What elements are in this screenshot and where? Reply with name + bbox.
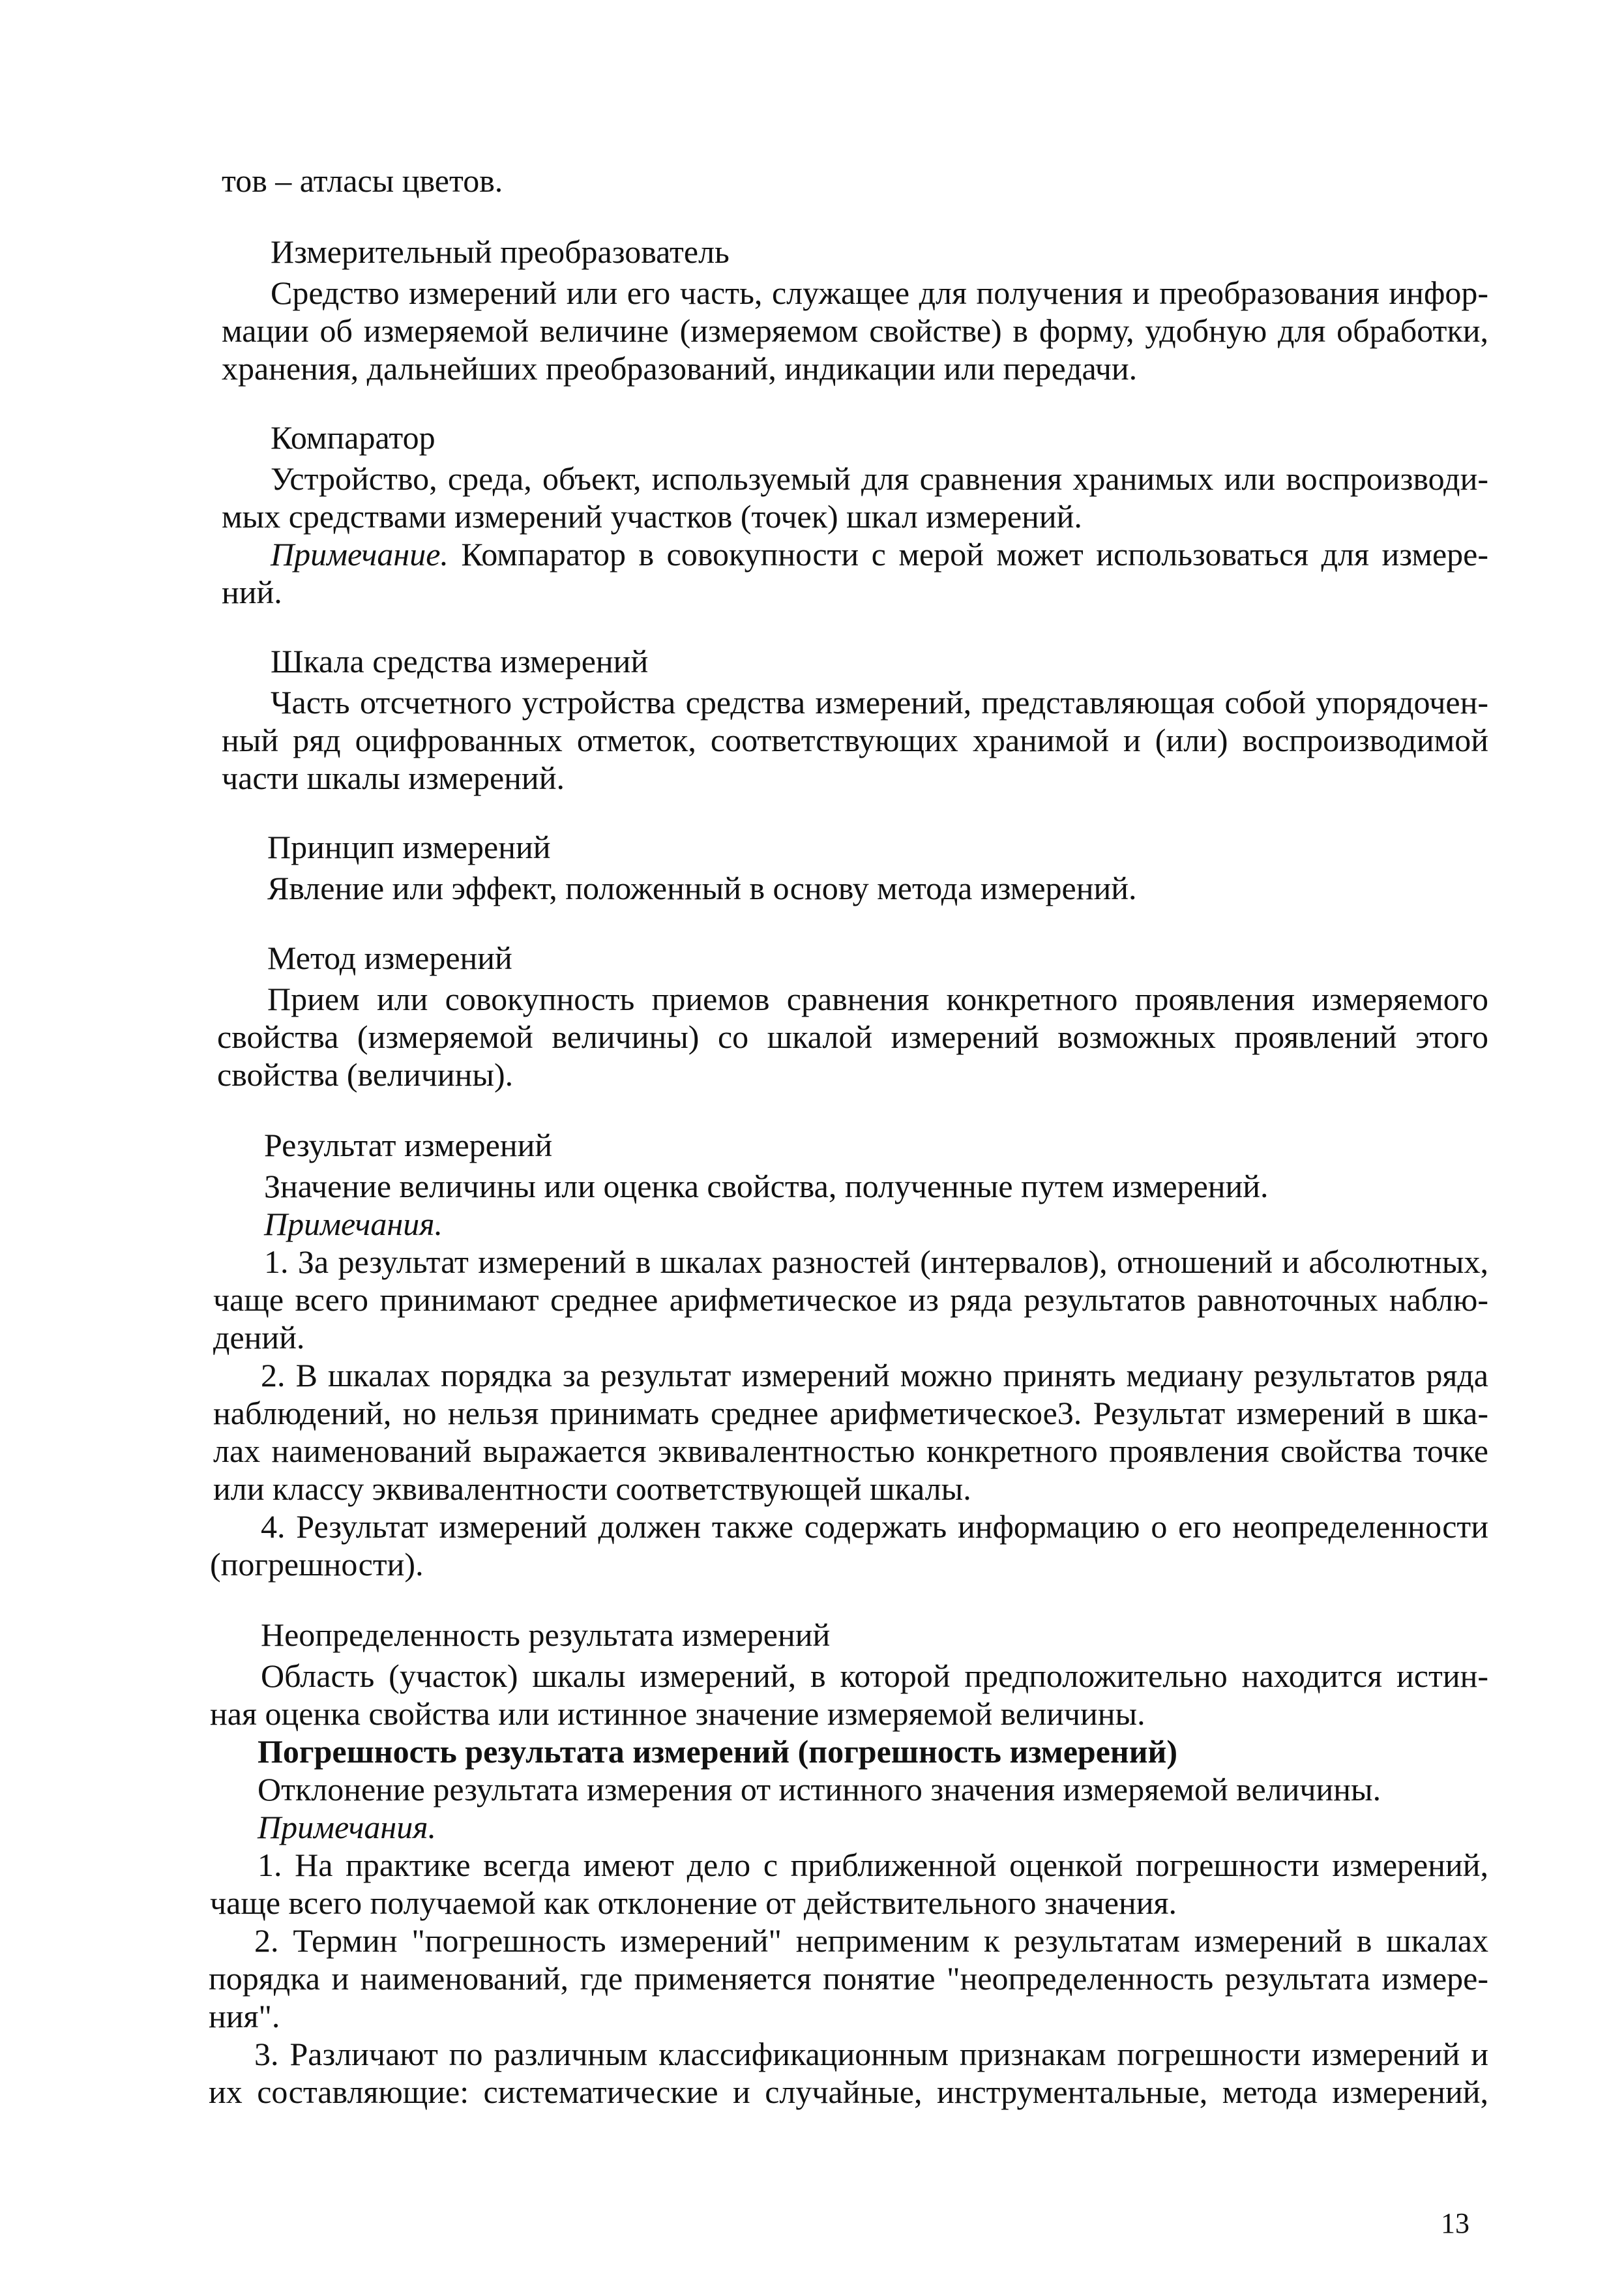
text-line: Примечания. (258, 1809, 436, 1845)
page-number: 13 (1441, 2207, 1469, 2239)
text-line: Неопределенность результата измерений (261, 1616, 831, 1653)
text-line: дений. (213, 1319, 305, 1356)
text-line: мации об измеряемой величине (измеряемом свойстве) в форму, удобную для обработки, (222, 312, 1488, 349)
text-line: Принцип измерений (267, 829, 551, 865)
text-line: ний. (222, 574, 282, 610)
text-line: свойства (измеряемой величины) со шкалой измерений возможных проявлений этого (217, 1019, 1488, 1055)
text-line: их составляющие: систематические и случайные, инструментальные, метода измерений, (209, 2074, 1488, 2110)
text-line: Метод измерений (267, 940, 512, 976)
text-line (271, 535, 1488, 573)
text-line: Шкала средства измерений (271, 643, 649, 679)
text-line: Результат измерений (264, 1127, 553, 1163)
text-line: (погрешности). (210, 1546, 424, 1583)
text-line: Часть отсчетного устройства средства измерений, представляющая собой упорядочен- (271, 684, 1488, 721)
text-line: свойства (величины). (217, 1056, 514, 1093)
text-line: части шкалы измерений. (222, 760, 565, 796)
text-line: 3. Различают по различным классификационным признакам погрешности измерений и (254, 2036, 1488, 2072)
text-line: Отклонение результата измерения от истинного значения измеряемой величины. (258, 1771, 1381, 1808)
text-line: наблюдений, но нельзя принимать среднее арифметическое3. Результат измерений в шка- (213, 1395, 1488, 1431)
text-line: тов – атласы цветов. (222, 162, 503, 199)
text-line: Погрешность результата измерений (погрешность измерений) (258, 1733, 1178, 1770)
text-line: Прием или совокупность приемов сравнения конкретного проявления измеряемого (267, 981, 1488, 1017)
text-line: или классу эквивалентности соответствующей шкалы. (213, 1470, 971, 1507)
text-line: чаще всего получаемой как отклонение от действительного значения. (210, 1884, 1177, 1921)
text-line: Компаратор (271, 419, 436, 456)
text-line: ная оценка свойства или истинное значение измеряемой величины. (210, 1695, 1145, 1732)
note-label: Примечание. (271, 536, 462, 573)
text-line: ный ряд оцифрованных отметок, соответствующих хранимой и (или) воспроизводимой (222, 722, 1488, 758)
text-line: чаще всего принимают среднее арифметическое из ряда результатов равноточных наблю- (213, 1281, 1488, 1318)
text-line: Устройство, среда, объект, используемый для сравнения хранимых или воспроизводи- (271, 460, 1488, 497)
text-line: 4. Результат измерений должен также содержать информацию о его неопределенности (261, 1508, 1488, 1545)
text-line: Явление или эффект, положенный в основу метода измерений. (267, 870, 1137, 906)
text-line: Измерительный преобразователь (271, 233, 730, 270)
text-line: 1. За результат измерений в шкалах разностей (интервалов), отношений и абсолютных, (264, 1243, 1488, 1280)
text-line: Средство измерений или его часть, служащее для получения и преобразования инфор- (271, 275, 1488, 311)
note-text: Компаратор в совокупности с мерой может использоваться для измере- (461, 536, 1488, 573)
text-line: 2. Термин "погрешность измерений" неприменим к результатам измерений в шкалах (254, 1922, 1488, 1959)
text-line: Значение величины или оценка свойства, полученные путем измерений. (264, 1168, 1269, 1204)
text-line: Область (участок) шкалы измерений, в которой предположительно находится истин- (261, 1658, 1488, 1694)
text-line: хранения, дальнейших преобразований, индикации или передачи. (222, 350, 1138, 387)
text-line: лах наименований выражается эквивалентностью конкретного проявления свойства точке (213, 1433, 1488, 1469)
text-line: Примечания. (264, 1206, 443, 1242)
text-line: порядка и наименований, где применяется понятие "неопределенность результата измере- (209, 1960, 1488, 1997)
text-line: ния". (209, 1998, 280, 2034)
text-line: 2. В шкалах порядка за результат измерений можно принять медиану результатов ряда (261, 1357, 1488, 1393)
text-line: мых средствами измерений участков (точек) шкал измерений. (222, 498, 1082, 535)
text-line: 1. На практике всегда имеют дело с приближенной оценкой погрешности измерений, (258, 1847, 1488, 1883)
